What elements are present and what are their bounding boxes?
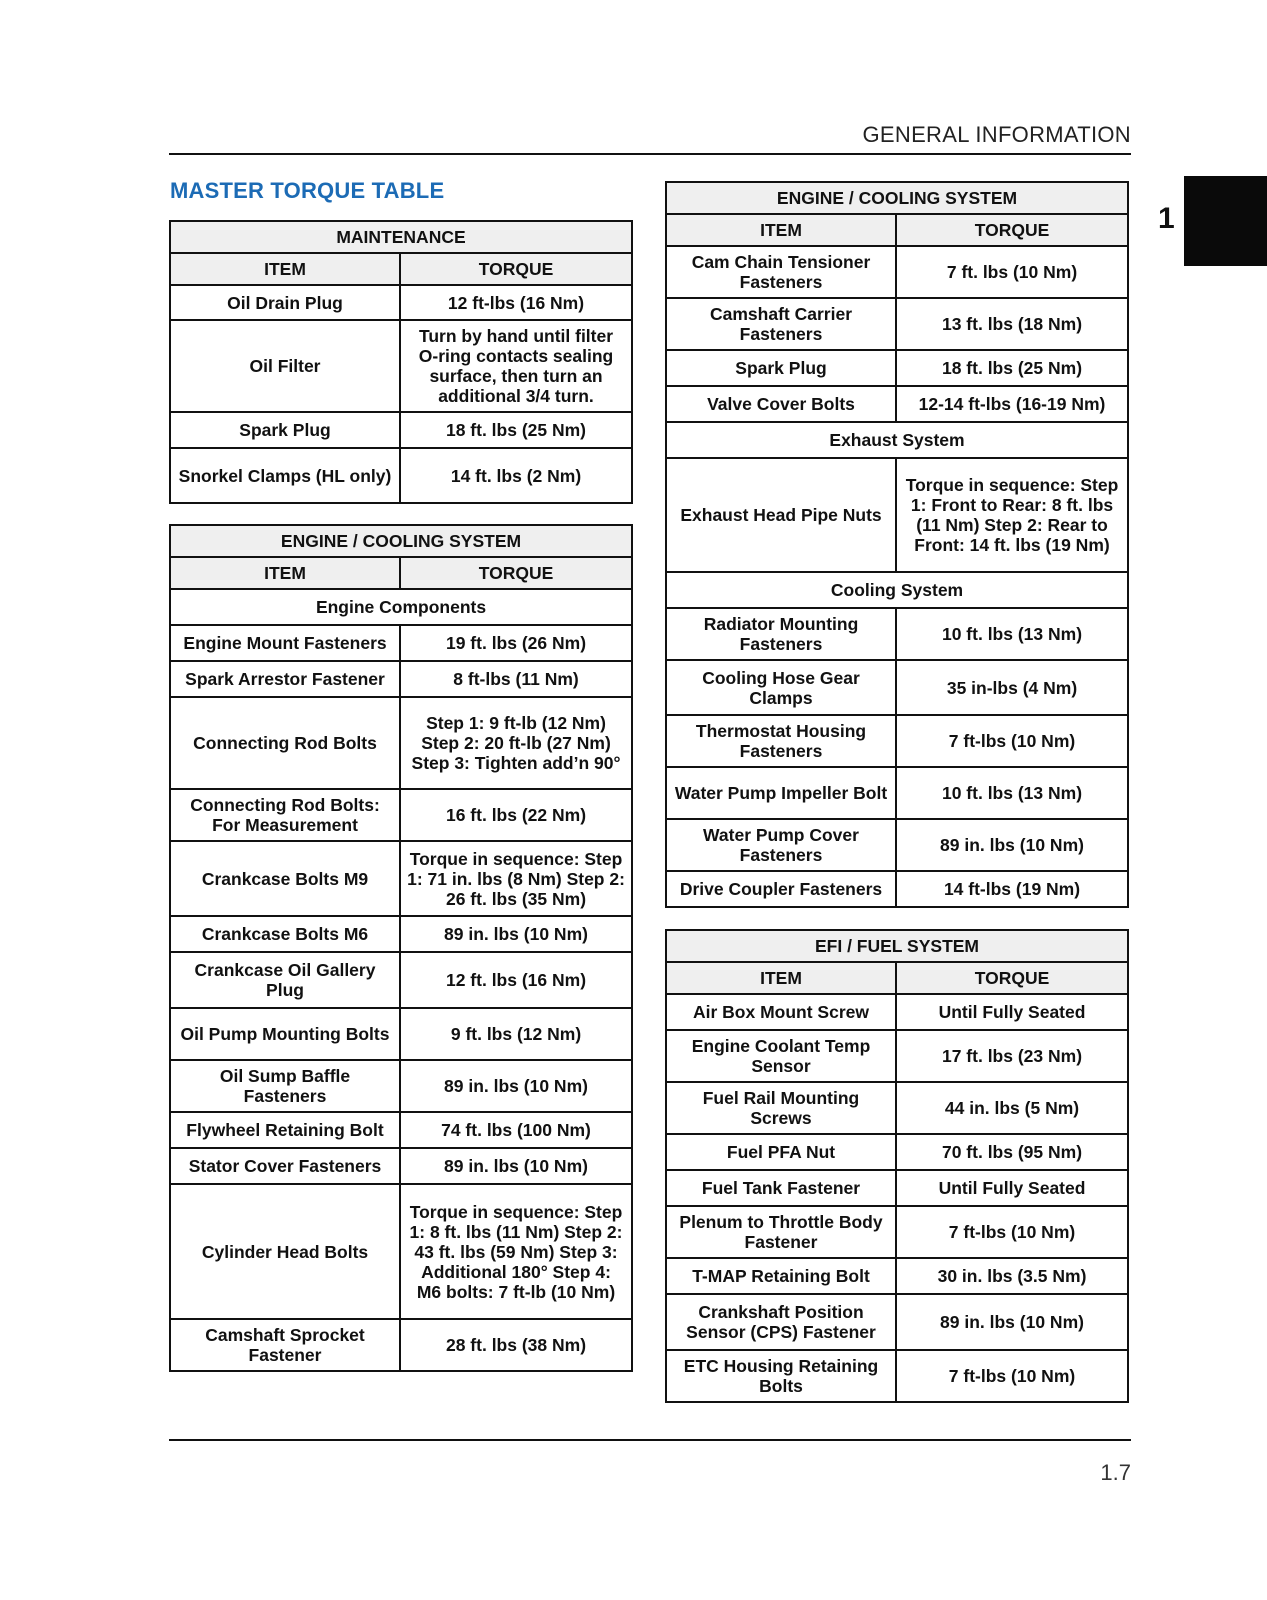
item-cell: Water Pump Cover Fasteners xyxy=(666,819,896,871)
torque-cell: 18 ft. lbs (25 Nm) xyxy=(896,350,1128,386)
item-cell: Air Box Mount Screw xyxy=(666,994,896,1030)
table-row xyxy=(170,285,632,320)
table-row xyxy=(170,320,632,412)
table-row xyxy=(666,1030,1128,1082)
torque-cell: 28 ft. lbs (38 Nm) xyxy=(400,1319,632,1371)
item-cell: Oil Drain Plug xyxy=(170,285,400,320)
item-cell: Crankshaft Position Sensor (CPS) Fastener xyxy=(666,1294,896,1350)
table-row xyxy=(666,298,1128,350)
item-cell: Connecting Rod Bolts xyxy=(170,697,400,789)
torque-cell: Torque in sequence: Step 1: 71 in. lbs (8 Nm) Step 2: 26 ft. lbs (35 Nm) xyxy=(400,841,632,916)
table-row xyxy=(666,458,1128,572)
column-header-item: ITEM xyxy=(170,557,400,589)
torque-cell: 89 in. lbs (10 Nm) xyxy=(896,1294,1128,1350)
table-row xyxy=(170,625,632,661)
torque-cell: 12-14 ft-lbs (16-19 Nm) xyxy=(896,386,1128,422)
table-row xyxy=(666,1206,1128,1258)
column-header-item: ITEM xyxy=(666,962,896,994)
table-subheader-row xyxy=(666,572,1128,608)
torque-cell: 35 in-lbs (4 Nm) xyxy=(896,660,1128,715)
torque-cell: Torque in sequence: Step 1: Front to Rear: 8 ft. lbs (11 Nm) Step 2: Rear to Front: 14 ft. lbs (19 Nm) xyxy=(896,458,1128,572)
item-cell: Connecting Rod Bolts: For Measurement xyxy=(170,789,400,841)
torque-cell: Until Fully Seated xyxy=(896,1170,1128,1206)
table-row xyxy=(666,386,1128,422)
table-row xyxy=(666,660,1128,715)
table-row xyxy=(666,1294,1128,1350)
column-header-torque: TORQUE xyxy=(896,962,1128,994)
section-title: MASTER TORQUE TABLE xyxy=(170,178,445,203)
torque-cell: 7 ft-lbs (10 Nm) xyxy=(896,1206,1128,1258)
table-row xyxy=(170,697,632,789)
engine-cooling-table-left xyxy=(169,524,633,1372)
item-cell: ETC Housing Retaining Bolts xyxy=(666,1350,896,1402)
engine-cooling-table-right xyxy=(665,181,1129,908)
torque-cell: 12 ft-lbs (16 Nm) xyxy=(400,285,632,320)
table-subheader: Cooling System xyxy=(666,572,1128,608)
torque-cell: 10 ft. lbs (13 Nm) xyxy=(896,608,1128,660)
item-cell: Radiator Mounting Fasteners xyxy=(666,608,896,660)
torque-cell: 7 ft-lbs (10 Nm) xyxy=(896,1350,1128,1402)
chapter-tab-marker xyxy=(1184,176,1267,266)
item-cell: Water Pump Impeller Bolt xyxy=(666,767,896,819)
header-rule xyxy=(169,153,1131,155)
torque-cell: 18 ft. lbs (25 Nm) xyxy=(400,412,632,448)
torque-cell: Step 1: 9 ft-lb (12 Nm) Step 2: 20 ft-lb (27 Nm) Step 3: Tighten add’n 90° xyxy=(400,697,632,789)
column-header-item: ITEM xyxy=(170,253,400,285)
maintenance-table xyxy=(169,220,633,504)
item-cell: Engine Mount Fasteners xyxy=(170,625,400,661)
item-cell: Spark Arrestor Fastener xyxy=(170,661,400,697)
table-row xyxy=(170,1008,632,1060)
item-cell: Fuel PFA Nut xyxy=(666,1134,896,1170)
torque-cell: 89 in. lbs (10 Nm) xyxy=(896,819,1128,871)
item-cell: Cylinder Head Bolts xyxy=(170,1184,400,1319)
column-header-item: ITEM xyxy=(666,214,896,246)
item-cell: Flywheel Retaining Bolt xyxy=(170,1112,400,1148)
table-row xyxy=(666,350,1128,386)
torque-cell: 12 ft. lbs (16 Nm) xyxy=(400,952,632,1008)
table-row xyxy=(666,871,1128,907)
chapter-number: 1 xyxy=(1158,202,1175,235)
item-cell: Plenum to Throttle Body Fastener xyxy=(666,1206,896,1258)
table-row xyxy=(170,412,632,448)
torque-cell: Torque in sequence: Step 1: 8 ft. lbs (11 Nm) Step 2: 43 ft. lbs (59 Nm) Step 3: Additional 180° Step 4: M6 bolts: 7 ft-lb (10 Nm) xyxy=(400,1184,632,1319)
footer-rule xyxy=(169,1439,1131,1441)
column-header-torque: TORQUE xyxy=(896,214,1128,246)
torque-cell: 7 ft-lbs (10 Nm) xyxy=(896,715,1128,767)
torque-cell: 14 ft-lbs (19 Nm) xyxy=(896,871,1128,907)
table-row xyxy=(666,1170,1128,1206)
torque-cell: 30 in. lbs (3.5 Nm) xyxy=(896,1258,1128,1294)
table-subheader: Exhaust System xyxy=(666,422,1128,458)
column-header-torque: TORQUE xyxy=(400,253,632,285)
item-cell: Crankcase Oil Gallery Plug xyxy=(170,952,400,1008)
table-row xyxy=(170,448,632,503)
item-cell: Engine Coolant Temp Sensor xyxy=(666,1030,896,1082)
table-row xyxy=(666,715,1128,767)
table-row xyxy=(666,767,1128,819)
torque-cell: 89 in. lbs (10 Nm) xyxy=(400,916,632,952)
table-row xyxy=(666,1258,1128,1294)
item-cell: Snorkel Clamps (HL only) xyxy=(170,448,400,503)
page-number: 1.7 xyxy=(1100,1460,1131,1485)
item-cell: Stator Cover Fasteners xyxy=(170,1148,400,1184)
table-row xyxy=(170,952,632,1008)
table-row xyxy=(170,1319,632,1371)
item-cell: Oil Sump Baffle Fasteners xyxy=(170,1060,400,1112)
item-cell: Crankcase Bolts M6 xyxy=(170,916,400,952)
item-cell: Fuel Rail Mounting Screws xyxy=(666,1082,896,1134)
item-cell: Drive Coupler Fasteners xyxy=(666,871,896,907)
torque-cell: Until Fully Seated xyxy=(896,994,1128,1030)
table-title: MAINTENANCE xyxy=(170,221,632,253)
efi-fuel-table xyxy=(665,929,1129,1403)
torque-cell: 10 ft. lbs (13 Nm) xyxy=(896,767,1128,819)
torque-cell: 74 ft. lbs (100 Nm) xyxy=(400,1112,632,1148)
torque-cell: 44 in. lbs (5 Nm) xyxy=(896,1082,1128,1134)
item-cell: Camshaft Carrier Fasteners xyxy=(666,298,896,350)
torque-cell: 8 ft-lbs (11 Nm) xyxy=(400,661,632,697)
table-row xyxy=(666,1082,1128,1134)
item-cell: Crankcase Bolts M9 xyxy=(170,841,400,916)
torque-cell: 89 in. lbs (10 Nm) xyxy=(400,1148,632,1184)
item-cell: Spark Plug xyxy=(170,412,400,448)
page-header-title: GENERAL INFORMATION xyxy=(862,122,1131,147)
item-cell: Camshaft Sprocket Fastener xyxy=(170,1319,400,1371)
item-cell: Thermostat Housing Fasteners xyxy=(666,715,896,767)
table-row xyxy=(170,789,632,841)
torque-cell: 13 ft. lbs (18 Nm) xyxy=(896,298,1128,350)
table-row xyxy=(666,246,1128,298)
table-title: EFI / FUEL SYSTEM xyxy=(666,930,1128,962)
table-row xyxy=(666,608,1128,660)
item-cell: Exhaust Head Pipe Nuts xyxy=(666,458,896,572)
table-row xyxy=(666,994,1128,1030)
torque-cell: 7 ft. lbs (10 Nm) xyxy=(896,246,1128,298)
torque-cell: 14 ft. lbs (2 Nm) xyxy=(400,448,632,503)
torque-cell: Turn by hand until filter O-ring contacts sealing surface, then turn an additional 3/4 turn. xyxy=(400,320,632,412)
table-row xyxy=(170,916,632,952)
table-subheader: Engine Components xyxy=(170,589,632,625)
item-cell: Fuel Tank Fastener xyxy=(666,1170,896,1206)
column-header-torque: TORQUE xyxy=(400,557,632,589)
table-row xyxy=(170,1184,632,1319)
torque-cell: 9 ft. lbs (12 Nm) xyxy=(400,1008,632,1060)
torque-cell: 19 ft. lbs (26 Nm) xyxy=(400,625,632,661)
item-cell: T-MAP Retaining Bolt xyxy=(666,1258,896,1294)
torque-cell: 17 ft. lbs (23 Nm) xyxy=(896,1030,1128,1082)
table-row xyxy=(666,1134,1128,1170)
item-cell: Oil Pump Mounting Bolts xyxy=(170,1008,400,1060)
item-cell: Cam Chain Tensioner Fasteners xyxy=(666,246,896,298)
item-cell: Valve Cover Bolts xyxy=(666,386,896,422)
table-row xyxy=(170,841,632,916)
table-title: ENGINE / COOLING SYSTEM xyxy=(170,525,632,557)
table-subheader-row xyxy=(666,422,1128,458)
table-row xyxy=(170,1112,632,1148)
torque-cell: 16 ft. lbs (22 Nm) xyxy=(400,789,632,841)
table-row xyxy=(666,819,1128,871)
item-cell: Cooling Hose Gear Clamps xyxy=(666,660,896,715)
item-cell: Spark Plug xyxy=(666,350,896,386)
table-row xyxy=(666,1350,1128,1402)
torque-cell: 89 in. lbs (10 Nm) xyxy=(400,1060,632,1112)
table-row xyxy=(170,661,632,697)
item-cell: Oil Filter xyxy=(170,320,400,412)
table-row xyxy=(170,1148,632,1184)
table-title: ENGINE / COOLING SYSTEM xyxy=(666,182,1128,214)
table-row xyxy=(170,1060,632,1112)
torque-cell: 70 ft. lbs (95 Nm) xyxy=(896,1134,1128,1170)
